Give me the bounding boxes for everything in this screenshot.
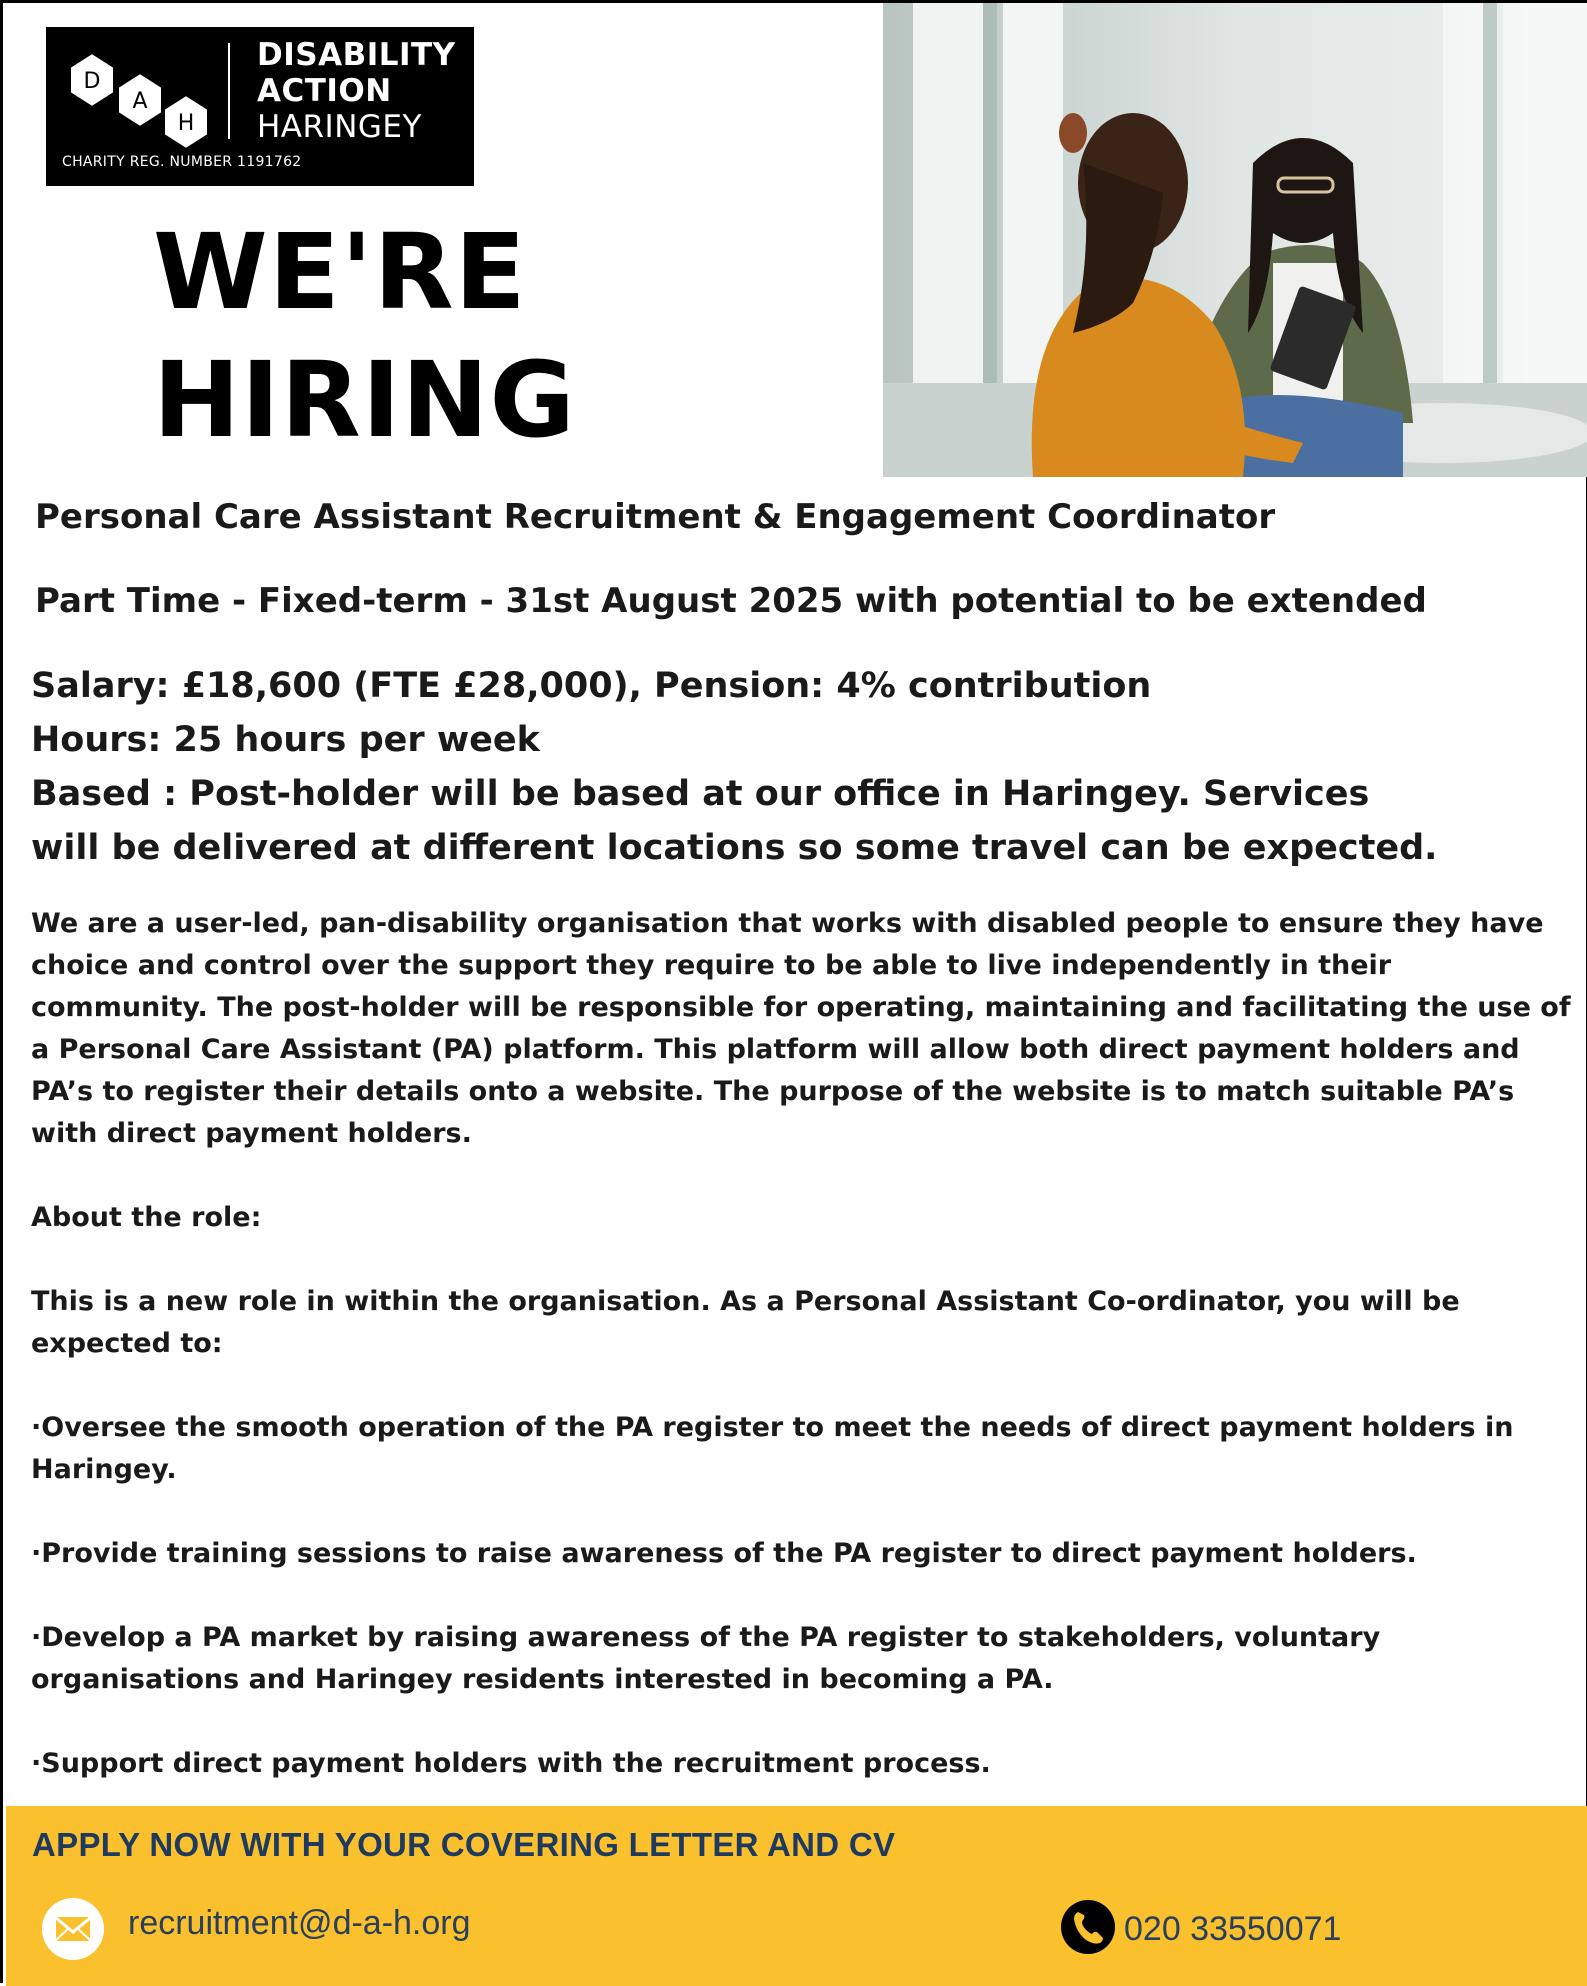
bullet-item: ·Provide training sessions to raise awareness of the PA register to direct payment holders. bbox=[31, 1538, 1417, 1569]
logo-divider bbox=[228, 43, 230, 139]
apply-heading: APPLY NOW WITH YOUR COVERING LETTER AND CV bbox=[32, 1826, 896, 1863]
job-terms: Part Time - Fixed-term - 31st August 2025 with potential to be extended bbox=[35, 581, 1427, 621]
headline bbox=[153, 208, 576, 464]
role-intro-paragraph: This is a new role in within the organisation. As a Personal Assistant Co-ordinator, you will be expected to: bbox=[31, 1286, 1460, 1359]
email-link[interactable]: recruitment@d-a-h.org bbox=[128, 1904, 471, 1942]
bullet-item: ·Support direct payment holders with the recruitment process. bbox=[31, 1748, 991, 1779]
envelope-icon bbox=[42, 1898, 104, 1960]
logo-letter-h: H bbox=[177, 111, 195, 136]
apply-footer bbox=[6, 1806, 1587, 1986]
charity-reg-number: CHARITY REG. NUMBER 1191762 bbox=[62, 154, 302, 170]
about-heading: About the role: bbox=[31, 1202, 262, 1233]
headline-line-1: WE'RE bbox=[153, 211, 527, 333]
logo-letter-a: A bbox=[132, 89, 148, 114]
intro-paragraph: We are a user-led, pan-disability organisation that works with disabled people to ensure they have choice and control over the support they require to be able to live independently in their community. The post-holder will be responsible for operating, maintaining and facilitating the use of a Personal Care Assistant (PA) platform. This platform will allow both direct payment holders and PA’s to register their details onto a website. The purpose of the website is to match suitable PA’s with direct payment holders. bbox=[31, 908, 1571, 1149]
bullet-item: ·Develop a PA market by raising awareness of the PA register to stakeholders, voluntary organisations and Haringey residents interested in becoming a PA. bbox=[31, 1622, 1381, 1695]
based-line-1: Based : Post-holder will be based at our office in Haringey. Services bbox=[31, 774, 1370, 814]
org-logo bbox=[46, 27, 474, 186]
logo-letter-d: D bbox=[83, 69, 101, 94]
job-title: Personal Care Assistant Recruitment & Engagement Coordinator bbox=[35, 497, 1276, 537]
job-description bbox=[31, 903, 1571, 1785]
bullet-item: ·Oversee the smooth operation of the PA register to meet the needs of direct payment holders in Haringey. bbox=[31, 1412, 1514, 1485]
logo-wordmark bbox=[257, 37, 456, 145]
headline-line-2: HIRING bbox=[153, 339, 576, 461]
logo-line-3: HARINGEY bbox=[257, 109, 422, 145]
phone-link[interactable]: 020 33550071 bbox=[1124, 1910, 1342, 1948]
job-details bbox=[31, 659, 1438, 875]
logo-line-1: DISABILITY bbox=[257, 37, 456, 73]
based-line-2: will be delivered at different locations so some travel can be expected. bbox=[31, 828, 1438, 868]
hours-line: Hours: 25 hours per week bbox=[31, 720, 540, 760]
salary-line: Salary: £18,600 (FTE £28,000), Pension: 4% contribution bbox=[31, 666, 1152, 706]
phone-icon bbox=[1059, 1898, 1117, 1956]
two-women-talking-photo bbox=[883, 3, 1587, 477]
logo-line-2: ACTION bbox=[257, 73, 392, 109]
